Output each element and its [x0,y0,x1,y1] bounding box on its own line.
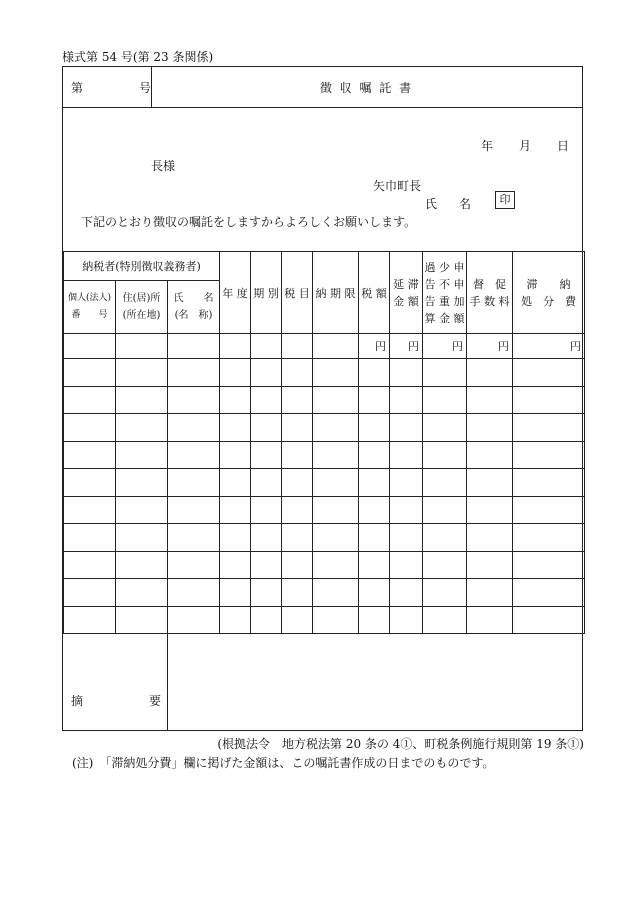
legal-basis: (根拠法令 地方税法第 20 条の 4①、町税条例施行規則第 19 条①) [217,737,584,751]
col-period: 期 別 [251,252,282,334]
tax-table [63,251,585,634]
table-cell [116,579,168,607]
table-row [64,606,585,634]
seal-mark: 印 [495,191,515,209]
col-address [116,281,168,334]
col-id-number [64,281,116,334]
table-cell [423,524,467,552]
table-cell [282,414,313,442]
table-cell [359,469,390,497]
table-cell [282,579,313,607]
col-name-line2: (名 称) [174,310,213,321]
table-cell [64,579,116,607]
table-cell [390,469,423,497]
col-name [168,281,220,334]
col-address-line2: (所在地) [122,310,161,321]
table-cell [116,386,168,414]
table-cell [220,524,251,552]
table-cell [423,414,467,442]
table-cell [513,606,585,634]
table-cell [168,524,220,552]
table-row [64,496,585,524]
table-cell [168,386,220,414]
table-cell [467,496,513,524]
table-cell [64,414,116,442]
table-cell [282,359,313,387]
col-additional-tax [423,252,467,334]
table-cell [282,496,313,524]
table-cell [513,579,585,607]
table-cell [251,551,282,579]
col-delinquency-line2: 金 額 [393,294,419,308]
col-disposition-cost [513,252,585,334]
col-year: 年 度 [220,252,251,334]
table-cell [423,551,467,579]
date-day: 日 [557,139,570,153]
footnote: (注) 「滞納処分費」欄に掲げた金額は、この嘱託書作成の日までのものです。 [72,756,495,770]
table-cell [64,334,116,359]
table-cell [390,524,423,552]
table-cell [251,496,282,524]
table-cell [251,524,282,552]
table-cell [220,386,251,414]
col-id-number-line1: 個人(法人) [67,293,112,303]
table-cell [467,606,513,634]
table-cell [390,414,423,442]
table-cell [168,441,220,469]
table-cell [64,441,116,469]
table-row [64,469,585,497]
date-month: 月 [519,139,532,153]
table-cell [313,496,359,524]
remarks-row [63,634,582,730]
table-cell [359,441,390,469]
table-cell [168,496,220,524]
table-cell [116,469,168,497]
col-demand-fee-line1: 督 促 [473,277,507,291]
table-cell [64,551,116,579]
remarks-divider [167,634,168,730]
yen-unit: 円 [359,334,390,359]
yen-unit: 円 [513,334,585,359]
table-cell [282,441,313,469]
table-cell [390,386,423,414]
request-text: 下記のとおり徴収の嘱託をしますからよろしくお願いします。 [81,215,417,229]
header-row [63,67,582,108]
col-demand-fee [467,252,513,334]
col-address-line1: 住(居)所 [122,293,161,304]
form-number-label: 様式第 54 号(第 23 条関係) [62,50,214,64]
table-cell [359,579,390,607]
table-cell [251,334,282,359]
table-cell [168,414,220,442]
table-cell [64,469,116,497]
table-cell [313,606,359,634]
table-cell [467,579,513,607]
name-label-1: 氏 [425,197,438,211]
table-cell [116,606,168,634]
table-cell [168,469,220,497]
number-suffix: 号 [139,81,152,95]
remarks-label-2: 要 [149,694,162,708]
table-cell [168,579,220,607]
table-cell [359,496,390,524]
table-cell [359,386,390,414]
table-cell [251,469,282,497]
col-name-line1: 氏 名 [173,293,214,304]
table-cell [251,441,282,469]
table-cell [220,551,251,579]
recipient-label: 長様 [151,159,176,173]
table-cell [423,579,467,607]
table-cell [467,524,513,552]
table-cell [251,386,282,414]
table-cell [64,386,116,414]
table-cell [423,469,467,497]
table-row [64,551,585,579]
document-title: 徴 収 嘱 託 書 [319,81,414,95]
table-cell [390,606,423,634]
table-cell [220,441,251,469]
table-cell [168,359,220,387]
taxpayer-group-header: 納税者(特別徴収義務者) [64,252,220,281]
table-cell [359,414,390,442]
table-cell [116,551,168,579]
table-cell [467,551,513,579]
table-cell [513,496,585,524]
table-cell [313,441,359,469]
table-cell [467,359,513,387]
table-cell [513,469,585,497]
table-cell [220,606,251,634]
table-cell [313,414,359,442]
form-frame [62,66,583,731]
table-cell [282,606,313,634]
table-cell [467,414,513,442]
col-tax-item: 税 目 [282,252,313,334]
table-cell [220,334,251,359]
table-cell [359,524,390,552]
table-cell [220,359,251,387]
table-cell [423,386,467,414]
table-cell [390,496,423,524]
table-cell [64,524,116,552]
col-disposition-cost-line1: 滞 納 [526,277,571,291]
table-row [64,359,585,387]
number-prefix: 第 [71,81,84,95]
table-cell [220,496,251,524]
table-cell [390,441,423,469]
table-cell [359,359,390,387]
table-cell [423,496,467,524]
col-id-number-line2: 番 号 [71,310,108,320]
yen-unit: 円 [390,334,423,359]
table-row [64,579,585,607]
table-cell [251,579,282,607]
table-cell [313,334,359,359]
table-cell [251,359,282,387]
name-label-2: 名 [459,197,472,211]
col-demand-fee-line2: 手 数 料 [469,294,510,308]
table-cell [116,414,168,442]
table-row [64,441,585,469]
col-delinquency-line1: 延 滞 [393,277,419,291]
table-cell [390,359,423,387]
table-cell [313,359,359,387]
table-cell [251,414,282,442]
table-row [64,524,585,552]
col-additional-tax-line4: 算 金 額 [424,311,465,325]
table-cell [513,441,585,469]
col-additional-tax-line1: 過 少 申 [424,260,465,274]
col-due-date: 納 期 限 [313,252,359,334]
col-delinquency [390,252,423,334]
table-cell [116,496,168,524]
table-cell [467,441,513,469]
sender-title: 矢巾町長 [373,179,422,193]
table-cell [313,386,359,414]
table-cell [282,551,313,579]
table-cell [282,334,313,359]
table-cell [116,524,168,552]
col-disposition-cost-line2: 処 分 費 [521,294,577,308]
table-cell [116,359,168,387]
remarks-label-1: 摘 [71,694,84,708]
yen-unit: 円 [467,334,513,359]
table-cell [168,606,220,634]
table-cell [313,469,359,497]
col-tax-amount: 税 額 [359,252,390,334]
table-cell [513,386,585,414]
table-cell [467,386,513,414]
table-cell [513,524,585,552]
yen-unit-row [64,334,585,359]
table-cell [467,469,513,497]
table-cell [423,359,467,387]
yen-unit: 円 [423,334,467,359]
date-year: 年 [481,139,494,153]
table-cell [390,551,423,579]
table-cell [313,551,359,579]
table-cell [116,441,168,469]
table-cell [64,606,116,634]
col-additional-tax-line3: 告 重 加 [424,294,465,308]
table-cell [282,469,313,497]
table-cell [423,606,467,634]
col-additional-tax-line2: 告 不 申 [424,277,465,291]
table-cell [313,524,359,552]
table-cell [220,469,251,497]
table-cell [168,551,220,579]
table-cell [220,579,251,607]
table-row [64,386,585,414]
table-cell [390,579,423,607]
table-cell [251,606,282,634]
table-cell [282,386,313,414]
table-cell [64,359,116,387]
table-cell [64,496,116,524]
table-cell [423,441,467,469]
table-cell [359,551,390,579]
table-cell [282,524,313,552]
table-row [64,414,585,442]
table-cell [513,551,585,579]
table-cell [513,414,585,442]
table-cell [116,334,168,359]
table-cell [313,579,359,607]
table-cell [168,334,220,359]
table-cell [513,359,585,387]
table-cell [359,606,390,634]
table-cell [220,414,251,442]
